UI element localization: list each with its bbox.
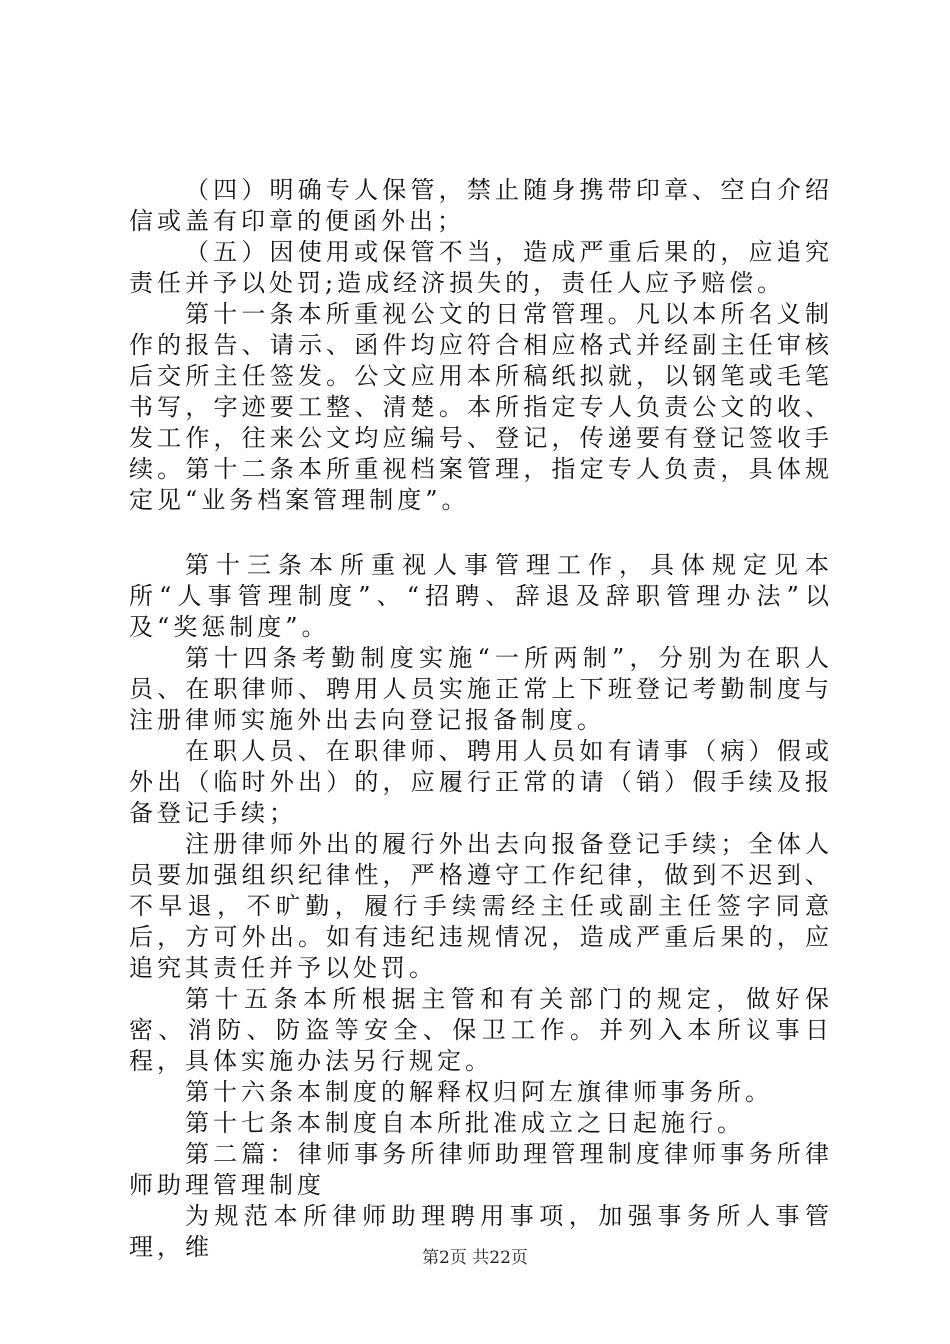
- part-two-intro-paragraph: 为规范本所律师助理聘用事项，加强事务所人事管理，维: [129, 1202, 833, 1261]
- page-number-footer: 第2页 共22页: [422, 1248, 528, 1268]
- part-two-heading: 第二篇：律师事务所律师助理管理制度律师事务所律师助理管理制度: [129, 1140, 833, 1199]
- article-16-paragraph: 第十六条本制度的解释权归阿左旗律师事务所。: [185, 1078, 773, 1106]
- article-15-paragraph: 第十五条本所根据主管和有关部门的规定，做好保密、消防、防盗等安全、保卫工作。并列入本所议事日程，具体实施办法另行规定。: [129, 985, 833, 1075]
- article-14-paragraph: 第十四条考勤制度实施“一所两制”，分别为在职人员、在职律师、聘用人员实施正常上下班登记考勤制度与注册律师实施外出去向登记报备制度。: [129, 644, 833, 734]
- article-17-paragraph: 第十七条本制度自本所批准成立之日起施行。: [185, 1109, 745, 1137]
- document-body: [129, 175, 833, 1263]
- leave-procedure-paragraph: 在职人员、在职律师、聘用人员如有请事（病）假或外出（临时外出）的，应履行正常的请（销）假手续及报备登记手续；: [129, 737, 833, 827]
- paragraph-item-4: （四）明确专人保管，禁止随身携带印章、空白介绍信或盖有印章的便函外出；: [129, 176, 833, 235]
- article-11-paragraph: 第十一条本所重视公文的日常管理。凡以本所名义制作的报告、请示、函件均应符合相应格式并经副主任审核后交所主任签发。公文应用本所稿纸拟就，以钢笔或毛笔书写，字迹要工整、清楚。本所指定专人负责公文的收、发工作，往来公文均应编号、登记，传递要有登记签收手续。第十二条本所重视档案管理，指定专人负责，具体规定见“业务档案管理制度”。: [129, 300, 833, 514]
- paragraph-item-5: （五）因使用或保管不当，造成严重后果的，应追究责任并予以处罚;造成经济损失的，责任人应予赔偿。: [129, 238, 833, 297]
- article-13-paragraph: 第十三条本所重视人事管理工作，具体规定见本所“人事管理制度”、“招聘、辞退及辞职管理办法”以及“奖惩制度”。: [129, 551, 833, 641]
- registered-lawyer-paragraph: 注册律师外出的履行外出去向报备登记手续；全体人员要加强组织纪律性，严格遵守工作纪律，做到不迟到、不早退，不旷勤，履行手续需经主任或副主任签字同意后，方可外出。如有违纪违规情况，造成严重后果的，应追究其责任并予以处罚。: [129, 830, 833, 982]
